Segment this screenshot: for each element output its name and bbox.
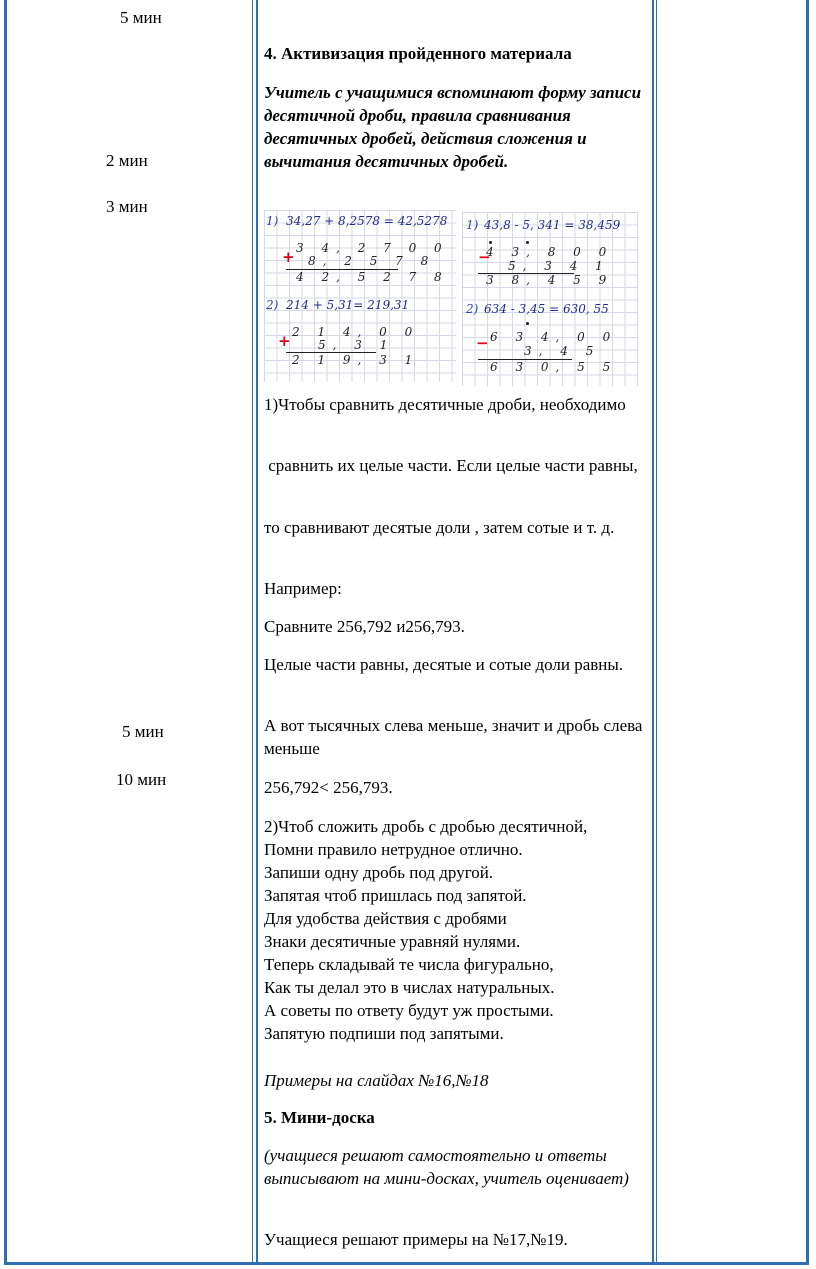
borrow-dot (526, 322, 529, 325)
borrow-dot (489, 241, 492, 244)
poem-line: Запятая чтоб пришлась под запятой. (264, 886, 527, 905)
equation: 34,27 + 8,2578 = 42,5278 (286, 214, 448, 228)
minuend-row: 6 3 4, 0 0 (490, 330, 618, 344)
addend-row: 3 4, 2 7 0 0 (296, 241, 449, 255)
example-number: 1) (266, 214, 279, 228)
section-note: (учащиеся решают самостоятельно и ответы выписывают на мини-досках, учитель оценивает) (264, 1146, 629, 1188)
time-label: 2 мин (106, 151, 148, 170)
time-label: 3 мин (106, 197, 148, 216)
task-text: Учащиеся решают примеры на №17,№19. (264, 1230, 568, 1249)
rule-text: А вот тысячных слева меньше, значит и дробь слева меньше (264, 716, 643, 758)
equation: 634 - 3,45 = 630, 55 (484, 302, 609, 316)
plus-sign: + (278, 332, 291, 350)
section-heading: 5. Мини-доска (264, 1108, 375, 1127)
result-row: 2 1 9, 3 1 (292, 353, 420, 367)
time-label: 5 мин (120, 8, 162, 27)
poem-line: Запиши одну дробь под другой. (264, 863, 494, 882)
equation: 43,8 - 5, 341 = 38,459 (484, 218, 621, 232)
poem-line: А советы по ответу будут уж простыми. (264, 1001, 554, 1020)
rule-text: то сравнивают десятые доли , затем сотые и т. д. (264, 518, 615, 537)
rule-text: Целые части равны, десятые и сотые доли равны. (264, 655, 624, 674)
result-row: 3 8, 4 5 9 (486, 273, 614, 287)
result-row: 6 3 0, 5 5 (490, 360, 618, 374)
poem-line: Как ты делал это в числах натуральных. (264, 978, 555, 997)
section-heading: 4. Активизация пройденного материала (264, 44, 572, 63)
minus-sign: − (476, 334, 489, 352)
addend-row: 8, 2 5 7 8 (308, 254, 436, 268)
column-divider (256, 0, 258, 1265)
minus-sign: − (478, 248, 491, 266)
rule-text: сравнить их целые части. Если целые части равны, (264, 456, 638, 475)
decimal-examples-figure (264, 210, 644, 386)
example-label: Например: (264, 579, 342, 598)
slides-note: Примеры на слайдах №16,№18 (264, 1071, 489, 1090)
poem-line: Запятую подпиши под запятыми. (264, 1024, 504, 1043)
subtrahend-row: 5, 3 4 1 (508, 259, 610, 273)
poem-line: Для удобства действия с дробями (264, 909, 507, 928)
poem (264, 815, 648, 1045)
section-intro: Учитель с учащимися вспоминают форму записи десятичной дроби, правила сравнивания десятичных дробей, действия сложения и вычитания десятичных дробей. (264, 83, 642, 171)
borrow-dot (526, 241, 529, 244)
plus-sign: + (282, 248, 295, 266)
equation: 214 + 5,31= 219,31 (286, 298, 410, 312)
result-row: 4 2, 5 2 7 8 (296, 270, 449, 284)
addend-row: 5, 3 1 (318, 338, 395, 352)
rule-text: 1)Чтобы сравнить десятичные дроби, необходимо (264, 395, 626, 414)
column-divider (656, 0, 657, 1265)
compare-text: Сравните 256,792 и256,793. (264, 617, 465, 636)
example-number: 2) (466, 302, 479, 316)
column-divider (652, 0, 654, 1265)
minuend-row: 4 3, 8 0 0 (486, 245, 614, 259)
addend-row: 2 1 4, 0 0 (292, 325, 420, 339)
example-number: 2) (266, 298, 279, 312)
poem-line: Помни правило нетрудное отлично. (264, 840, 523, 859)
poem-line: 2)Чтоб сложить дробь с дробью десятичной, (264, 817, 588, 836)
poem-line: Теперь складывай те числа фигурально, (264, 955, 554, 974)
time-label: 10 мин (116, 770, 167, 789)
subtrahend-row: 3, 4 5 (524, 344, 601, 358)
example-number: 1) (466, 218, 479, 232)
compare-result: 256,792< 256,793. (264, 778, 393, 797)
time-label: 5 мин (122, 722, 164, 741)
poem-line: Знаки десятичные уравняй нулями. (264, 932, 521, 951)
column-divider (252, 0, 253, 1265)
